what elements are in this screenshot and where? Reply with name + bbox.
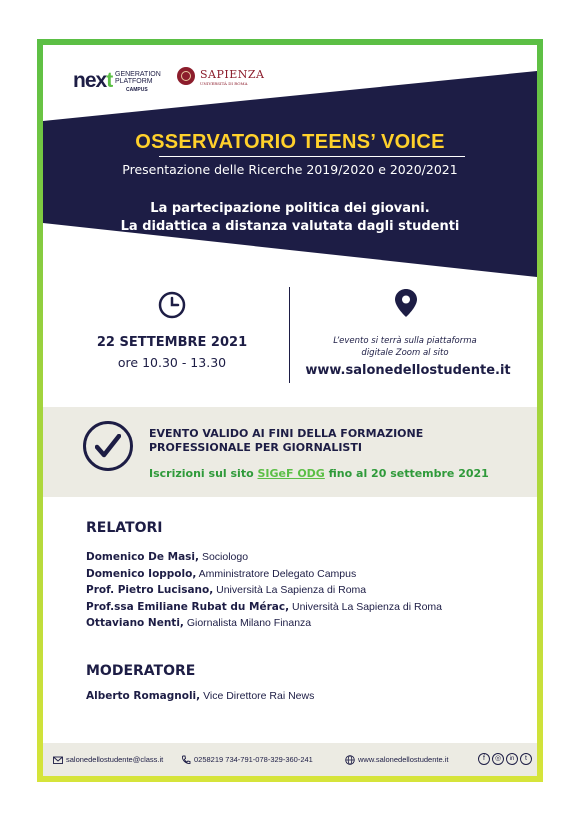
footer-email[interactable]: salonedellostudente@class.it [53, 755, 163, 765]
page-subtitle: Presentazione delle Ricerche 2019/2020 e 2020/2021 [122, 162, 458, 177]
twitter-icon[interactable]: t [520, 753, 532, 765]
speaker-item: Ottaviano Nenti, Giornalista Milano Finanza [86, 617, 312, 629]
speaker-item: Domenico Ioppolo, Amministratore Delegato Campus [86, 567, 357, 580]
sapienza-seal-icon [177, 67, 195, 85]
event-date: 22 SETTEMBRE 2021 [96, 335, 248, 350]
registration-text: Iscrizioni sul sito SIGeF ODG fino al 20 settembre 2021 [149, 467, 489, 480]
page-title: OSSERVATORIO TEENS’ VOICE [135, 131, 445, 153]
footer-website[interactable]: www.salonedellostudente.it [345, 755, 448, 765]
footer-phone[interactable]: 0258219 734-791-078-329-360-241 [181, 755, 313, 765]
moderator-heading: MODERATORE [86, 663, 196, 679]
moderator-item: Alberto Romagnoli, Vice Direttore Rai News [86, 690, 315, 702]
speakers-list [86, 549, 442, 632]
event-description: La partecipazione politica dei giovani. La didattica a distanza valutata dagli studenti [120, 201, 460, 234]
sigef-odg-link[interactable]: SIGeF ODG [257, 467, 325, 480]
instagram-icon[interactable]: ◎ [492, 753, 504, 765]
accreditation-text: EVENTO VALIDO AI FINI DELLA FORMAZIONE PROFESSIONALE PER GIORNALISTI [149, 427, 424, 454]
title-underline [159, 156, 465, 157]
facebook-icon[interactable]: f [478, 753, 490, 765]
globe-icon [345, 755, 355, 765]
flyer: next GENERATION PLATFORM CAMPUS SAPIENZA UNIVERSITÀ DI ROMA OSSERVATORIO TEENS’ VOICE Presentazione delle Ricerche 2019/2020 e 2020/2021 La partecipazione politica dei giovani. La didattica a distanza valutata dagli studenti 22 SETTEMBRE 2021 ore 10.30 - 13.30 L’evento si terrà sulla piattaforma digitale Zoom al sito www.salonedellostudente.it EVENTO VALIDO AI FINI DELLA FORMAZIONE PROFESSIONALE PER GIORNALISTI Iscrizioni sul sito SIGeF ODG fino al 20 settembre 2021 RELATORI Domenico De Masi, Sociologo Domenico Ioppolo, Amministratore Delegato Campus Prof. Pietro Lucisano, Università La Sapienza di Roma Prof.ssa Emiliane Rubat du Mérac, Università La Sapienza di Roma Ottaviano Nenti, Giornalista Milano Finanza MODERATORE Alberto Romagnoli, Vice Direttore Rai News salonedellostudente@class.it 0258219 734-791-078-329-360-241 www.salonedellostudente.it f ◎ in t [43, 45, 537, 776]
event-hours: ore 10.30 - 13.30 [117, 355, 227, 370]
speakers-heading: RELATORI [86, 520, 163, 536]
speaker-item: Prof.ssa Emiliane Rubat du Mérac, Università La Sapienza di Roma [86, 600, 443, 613]
speaker-item: Prof. Pietro Lucisano, Università La Sapienza di Roma [86, 584, 367, 596]
footer [43, 743, 537, 776]
divider [289, 287, 290, 383]
speaker-item: Domenico De Masi, Sociologo [86, 551, 249, 563]
phone-icon [181, 755, 191, 765]
clock-icon [158, 291, 186, 319]
location-text: L’evento si terrà sulla piattaforma digitale Zoom al sito [333, 336, 477, 358]
map-pin-icon [393, 288, 419, 318]
checkmark-icon [83, 421, 133, 471]
mail-icon [53, 755, 63, 765]
linkedin-icon[interactable]: in [506, 753, 518, 765]
event-website-link[interactable]: www.salonedellostudente.it [305, 363, 511, 378]
